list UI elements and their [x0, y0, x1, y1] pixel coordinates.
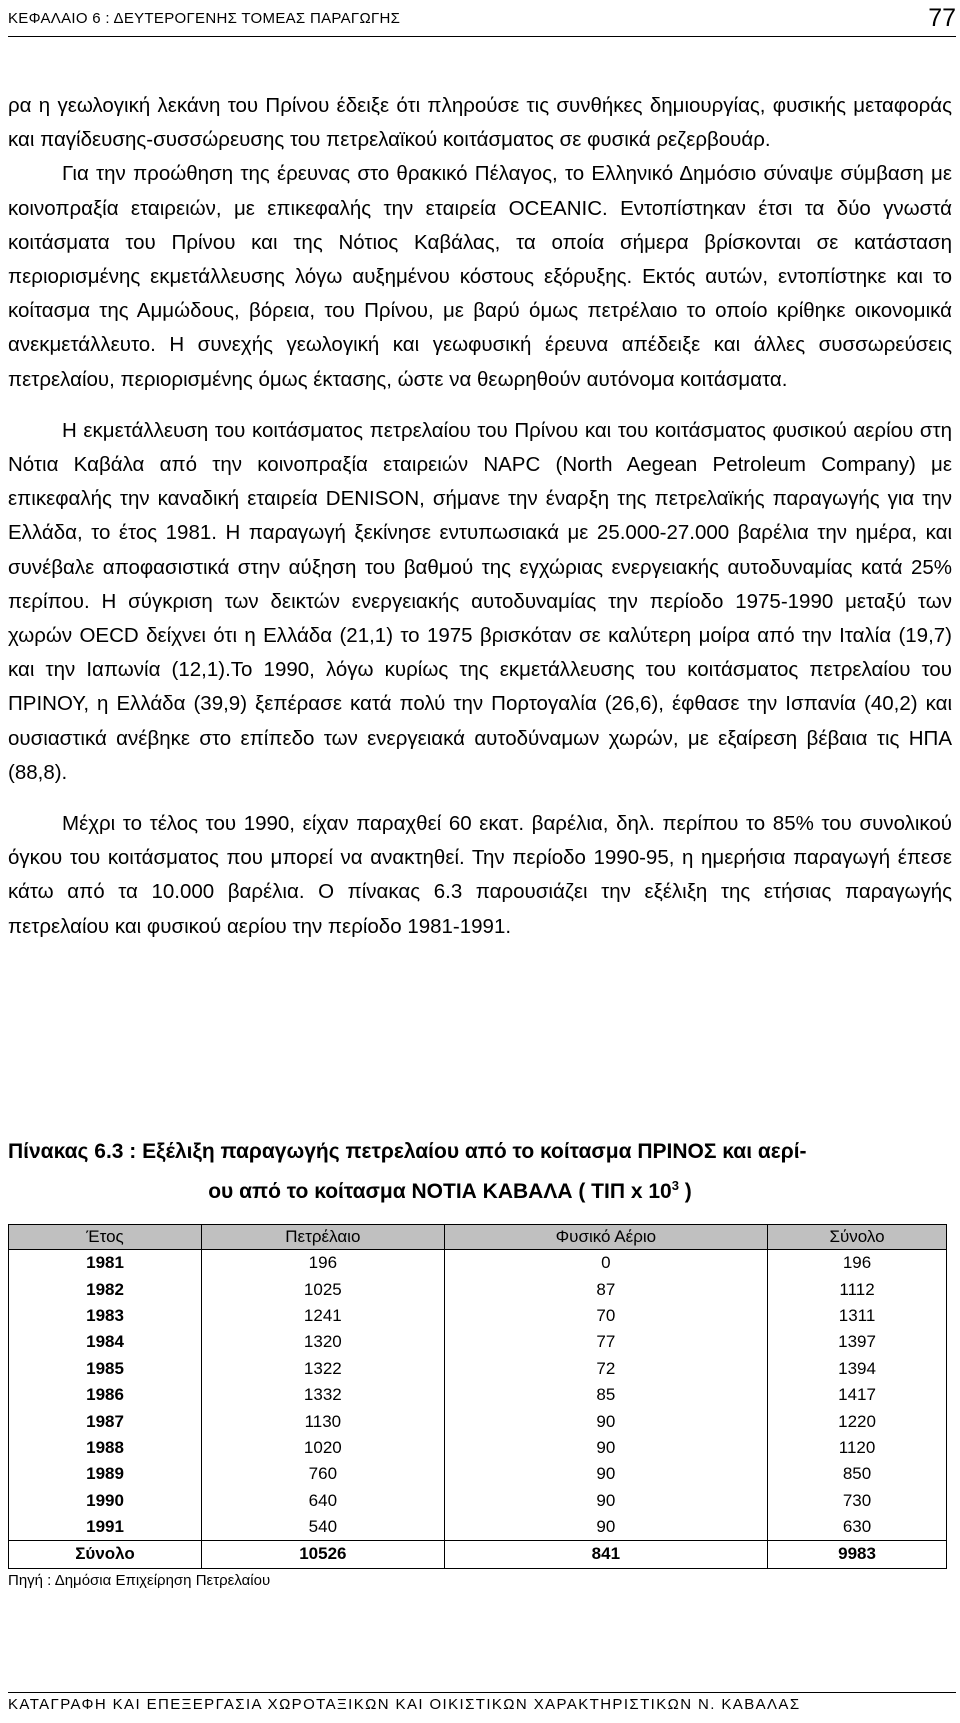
cell-total: 850 — [768, 1461, 947, 1487]
cell-total: 196 — [768, 1250, 947, 1277]
page-number: 77 — [928, 4, 956, 32]
table-row — [9, 1356, 947, 1382]
cell-year: 1986 — [9, 1382, 202, 1408]
page-header — [8, 6, 956, 37]
cell-total: 1311 — [768, 1303, 947, 1329]
cell-oil: 540 — [202, 1514, 445, 1541]
cell-gas: 77 — [444, 1329, 767, 1355]
cell-year: 1981 — [9, 1250, 202, 1277]
cell-gas: 90 — [444, 1488, 767, 1514]
cell-gas: 70 — [444, 1303, 767, 1329]
table-row — [9, 1461, 947, 1487]
cell-total: 1220 — [768, 1408, 947, 1434]
cell-gas: 87 — [444, 1276, 767, 1302]
cell-total: 1394 — [768, 1356, 947, 1382]
table-total-row — [9, 1541, 947, 1568]
cell-year: 1989 — [9, 1461, 202, 1487]
production-table — [8, 1224, 947, 1569]
table-row — [9, 1382, 947, 1408]
table-caption-exponent: 3 — [671, 1178, 679, 1193]
cell-gas: 90 — [444, 1514, 767, 1541]
column-header: Φυσικό Αέριο — [444, 1225, 767, 1250]
cell-oil: 1241 — [202, 1303, 445, 1329]
paragraph-exploitation: Η εκμετάλλευση του κοιτάσματος πετρελαίου του Πρίνου και του κοιτάσματος φυσικού αερίου στη Νότια Καβάλα από την κοινοπραξία εταιρειών NAPC (North Aegean Petroleum Company) με επικεφαλής την καναδική εταιρεία DENISON, σήμανε την έναρξη της πετρελαϊκής παραγωγής για την Ελλάδα, το έτος 1981. Η παραγωγή ξεκίνησε εντυπωσιακά με 25.000-27.000 βαρέλια την ημέρα, και συνέβαλε αποφασιστικά στην αύξηση του βαθμού της εγχώριας ενεργειακής αυτοδυναμίας κατά 25% περίπου. Η σύγκριση των δεικτών ενεργειακής αυτοδυναμίας την περίοδο 1975-1990 μεταξύ των χωρών OECD δείχνει ότι η Ελλάδα (21,1) το 1975 βρισκόταν σε καλύτερη μοίρα από την Ιταλία (19,7) και την Ιαπωνία (12,1).Το 1990, λόγω κυρίως της εκμετάλλευσης του κοιτάσματος πετρελαίου του ΠΡΙΝΟΥ, η Ελλάδα (39,9) ξεπέρασε κατά πολύ την Πορτογαλία (26,6), έφθασε την Ισπανία (40,2) και ουσιαστικά ανέβηκε στο επίπεδο των ενεργειακά αυτοδύναμων χωρών, με εξαίρεση βέβαια τις ΗΠΑ (88,8). — [8, 418, 952, 784]
cell-gas: 90 — [444, 1408, 767, 1434]
cell-oil: 1322 — [202, 1356, 445, 1382]
cell-oil: 196 — [202, 1250, 445, 1277]
table-row — [9, 1329, 947, 1355]
cell-oil: 1130 — [202, 1408, 445, 1434]
production-table-wrap — [8, 1224, 947, 1569]
table-caption-line2 — [8, 1169, 952, 1209]
page-footer: ΚΑΤΑΓΡΑΦΗ ΚΑΙ ΕΠΕΞΕΡΓΑΣΙΑ ΧΩΡΟΤΑΞΙΚΩΝ ΚΑΙ ΟΙΚΙΣΤΙΚΩΝ ΧΑΡΑΚΤΗΡΙΣΤΙΚΩΝ Ν. ΚΑΒΑΛΑΣ — [8, 1692, 956, 1713]
paragraph-research: Για την προώθηση της έρευνας στο θρακικό Πέλαγος, το Ελληνικό Δημόσιο σύναψε σύμβαση με κοινοπραξία εταιρειών, με επικεφαλής την εταιρεία OCEANIC. Εντοπίστηκαν έτσι τα δύο γνωστά κοιτάσματα του Πρίνου και της Νότιος Καβάλας, τα οποία σήμερα βρίσκονται σε κατάσταση περιορισμένης εκμετάλλευσης λόγω αυξημένου κόστους εξόρυξης. Εκτός αυτών, εντοπίστηκε και το κοίτασμα της Αμμώδους, βόρεια, του Πρίνου, με βαρύ όμως πετρέλαιο το οποίο κρίθηκε οικονομικά ανεκμετάλλευτο. Η συνεχής γεωλογική και γεωφυσική έρευνα απέδειξε και άλλες συσσωρεύσεις πετρελαίου, περιορισμένης όμως έκτασης, ώστε να θεωρηθούν αυτόνομα κοιτάσματα. — [8, 162, 952, 391]
cell-year: 1990 — [9, 1488, 202, 1514]
cell-total: 630 — [768, 1514, 947, 1541]
cell-year: 1988 — [9, 1435, 202, 1461]
table-row — [9, 1514, 947, 1541]
cell-oil: 1025 — [202, 1276, 445, 1302]
cell-gas: 85 — [444, 1382, 767, 1408]
cell-total-sum: 9983 — [768, 1541, 947, 1568]
paragraph-production-summary: Μέχρι το τέλος του 1990, είχαν παραχθεί 60 εκατ. βαρέλια, δηλ. περίπου το 85% του συνολικού όγκου του κοιτάσματος που μπορεί να ανακτηθεί. Την περίοδο 1990-95, η ημερήσια παραγωγή έπεσε κάτω από τα 10.000 βαρέλια. Ο πίνακας 6.3 παρουσιάζει την εξέλιξη της ετήσιας παραγωγής πετρελαίου και φυσικού αερίου την περίοδο 1981-1991. — [8, 812, 952, 938]
column-header: Πετρέλαιο — [202, 1225, 445, 1250]
cell-oil: 1332 — [202, 1382, 445, 1408]
cell-total-label: Σύνολο — [9, 1541, 202, 1568]
table-row — [9, 1303, 947, 1329]
cell-total: 1120 — [768, 1435, 947, 1461]
table-row — [9, 1488, 947, 1514]
cell-oil: 760 — [202, 1461, 445, 1487]
cell-year: 1991 — [9, 1514, 202, 1541]
table-caption-line1: Πίνακας 6.3 : Εξέλιξη παραγωγής πετρελαίου από το κοίτασμα ΠΡΙΝΟΣ και αερί- — [8, 1140, 807, 1163]
cell-oil: 1020 — [202, 1435, 445, 1461]
cell-year: 1985 — [9, 1356, 202, 1382]
table-row — [9, 1276, 947, 1302]
cell-year: 1983 — [9, 1303, 202, 1329]
cell-total: 1417 — [768, 1382, 947, 1408]
column-header: Σύνολο — [768, 1225, 947, 1250]
cell-year: 1984 — [9, 1329, 202, 1355]
cell-total: 1112 — [768, 1276, 947, 1302]
cell-year: 1987 — [9, 1408, 202, 1434]
cell-total-gas: 841 — [444, 1541, 767, 1568]
table-caption — [8, 1135, 952, 1209]
cell-total-oil: 10526 — [202, 1541, 445, 1568]
paragraph-continuation: ρα η γεωλογική λεκάνη του Πρίνου έδειξε ότι πληρούσε τις συνθήκες δημιουργίας, φυσικής μεταφοράς και παγίδευσης-συσσώρευσης του πετρελαϊκού κοιτάσματος σε φυσικά ρεζερβουάρ. — [8, 94, 952, 152]
table-row — [9, 1435, 947, 1461]
column-header: Έτος — [9, 1225, 202, 1250]
cell-gas: 0 — [444, 1250, 767, 1277]
table-header-row — [9, 1225, 947, 1250]
cell-year: 1982 — [9, 1276, 202, 1302]
cell-gas: 72 — [444, 1356, 767, 1382]
cell-gas: 90 — [444, 1461, 767, 1487]
cell-oil: 1320 — [202, 1329, 445, 1355]
table-caption-close: ) — [678, 1180, 692, 1203]
table-source: Πηγή : Δημόσια Επιχείρηση Πετρελαίου — [8, 1572, 271, 1589]
table-row — [9, 1250, 947, 1277]
cell-oil: 640 — [202, 1488, 445, 1514]
cell-gas: 90 — [444, 1435, 767, 1461]
table-caption-line2-text: ου από το κοίτασμα ΝΟΤΙΑ ΚΑΒΑΛΑ ( ΤΙΠ x 10 — [208, 1180, 672, 1203]
cell-total: 730 — [768, 1488, 947, 1514]
cell-total: 1397 — [768, 1329, 947, 1355]
body-text — [8, 89, 952, 944]
table-row — [9, 1408, 947, 1434]
chapter-title: ΚΕΦΑΛΑΙΟ 6 : ΔΕΥΤΕΡΟΓΕΝΗΣ ΤΟΜΕΑΣ ΠΑΡΑΓΩΓΗΣ — [8, 10, 401, 27]
